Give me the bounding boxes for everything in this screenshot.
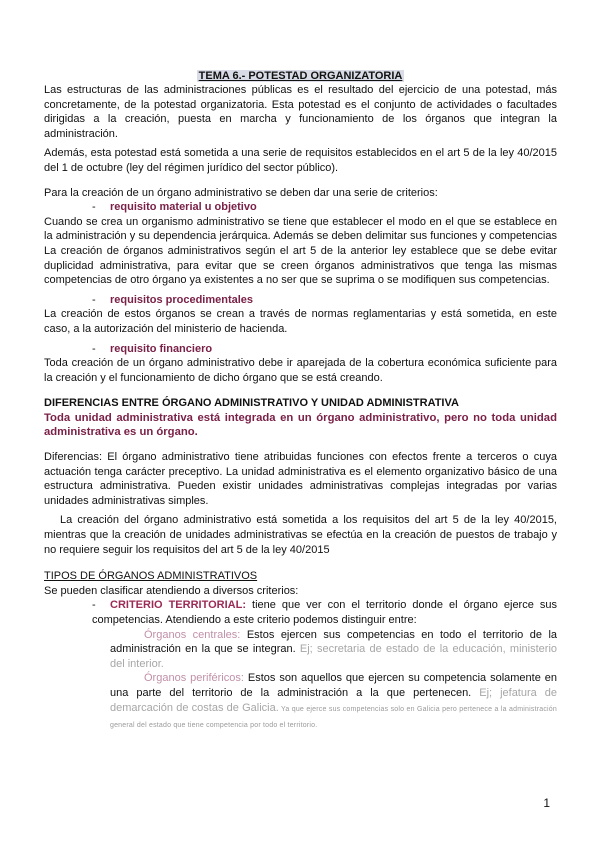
central-organs-item <box>110 628 557 672</box>
peripheral-organs-text: Estos son aquellos que ejercen su competencia solamente en una parte del territorio de la administración a la que pertenecen. <box>110 672 558 699</box>
criteria-intro: Para la creación de un órgano administrativo se deben dar una serie de criterios: <box>44 186 438 199</box>
document-page <box>44 70 557 734</box>
central-organs-text: Estos ejercen sus competencias en todo el territorio de la administración en la que se integran. <box>110 628 558 656</box>
bullet-dash: - <box>92 293 96 306</box>
types-intro: Se pueden clasificar atendiendo a diversos criterios: <box>44 584 299 597</box>
differences-heading: DIFERENCIAS ENTRE ÓRGANO ADMINISTRATIVO Y UNIDAD ADMINISTRATIVA <box>44 397 459 410</box>
criterion-material-label: requisito material u objetivo <box>110 201 257 214</box>
bullet-dash: - <box>92 342 96 355</box>
central-organs-label: Órganos centrales: <box>144 628 241 641</box>
criterion-material <box>92 200 557 215</box>
criterion-territorial-text: tiene que ver con el territorio donde el órgano ejerce sus competencias. Atendiendo a este criterio podemos distinguir entre: <box>92 599 557 626</box>
peripheral-organs-note: Ya que ejerce sus competencias solo en Galicia pero pertenece a la administración general del estado que tiene competencia por todo el territorio. <box>110 705 557 730</box>
intro-paragraph-2: Además, esta potestad está sometida a una serie de requisitos establecidos en el art 5 de la ley 40/2015 del 1 de octubre (ley del régimen jurídico del sector público). <box>44 147 557 174</box>
criterion-financial <box>92 342 557 357</box>
page-number: 1 <box>543 796 550 810</box>
central-organs-example: Ej; secretaria de estado de la educación, ministerio del interior. <box>110 643 558 670</box>
peripheral-organs-label: Órganos periféricos: <box>144 672 244 685</box>
peripheral-organs-item <box>110 671 557 733</box>
criterion-territorial <box>92 598 557 627</box>
types-heading: TIPOS DE ÓRGANOS ADMINISTRATIVOS <box>44 570 258 583</box>
differences-paragraph-1: Diferencias: El órgano administrativo tiene atribuidas funciones con efectos frente a terceros o cuya actuación tenga carácter preceptivo. La unidad administrativa es el elemento organizativo básico de una estructura administrativa. Pueden existir unidades administrativas complejas integradas por varias unidades administrativas simples. <box>44 451 557 507</box>
bullet-dash: - <box>92 599 96 612</box>
peripheral-organs-example: Ej; jefatura de demarcación de costas de Galicia. <box>110 686 557 714</box>
intro-paragraph-1: Las estructuras de las administraciones públicas es el resultado del ejercicio de una potestad, más concretamente, de la potestad organizatoria. Esta potestad es el conjunto de actividades o facultades dirigidas a la creación, puesta en marcha y funcionamiento de los órganos que integran la administración. <box>44 84 557 140</box>
criterion-territorial-label: CRITERIO TERRITORIAL: <box>110 599 246 612</box>
differences-paragraph-2: La creación del órgano administrativo está sometida a los requisitos del art 5 de la ley 40/2015, mientras que la creación de unidades administrativas se efectúa en la creación de puestos de trabajo y no requiere seguir los requisitos del art 5 de la ley 40/2015 <box>44 514 557 556</box>
criterion-procedural <box>92 293 557 308</box>
criterion-financial-text: Toda creación de un órgano administrativo debe ir aparejada de la cobertura económica suficiente para la creación y el funcionamiento de dicho órgano que se está creando. <box>44 357 557 384</box>
bullet-dash: - <box>92 201 96 214</box>
differences-subheading: Toda unidad administrativa está integrada en un órgano administrativo, pero no toda unidad administrativa es un órgano. <box>44 411 557 439</box>
criterion-procedural-text: La creación de estos órganos se crean a través de normas reglamentarias y está sometida, en este caso, a la autorización del ministerio de hacienda. <box>44 308 557 335</box>
document-title: TEMA 6.- POTESTAD ORGANIZATORIA <box>198 70 403 82</box>
criterion-financial-label: requisito financiero <box>110 342 213 355</box>
criterion-material-text: Cuando se crea un organismo administrativo se tiene que establecer el modo en el que se establece en la administración y su dependencia jerárquica. Además se deben delimitar sus funciones y competencias La creación de órganos administrativos según el art 5 de la anterior ley establece que se debe evitar duplicidad administrativa, para evitar que se creen órganos administrativos que tenga las mismas competencias de otro órgano ya existentes a no ser que se suprima o se modifiquen sus competencias. <box>44 215 557 287</box>
criterion-procedural-label: requisitos procedimentales <box>110 293 254 306</box>
